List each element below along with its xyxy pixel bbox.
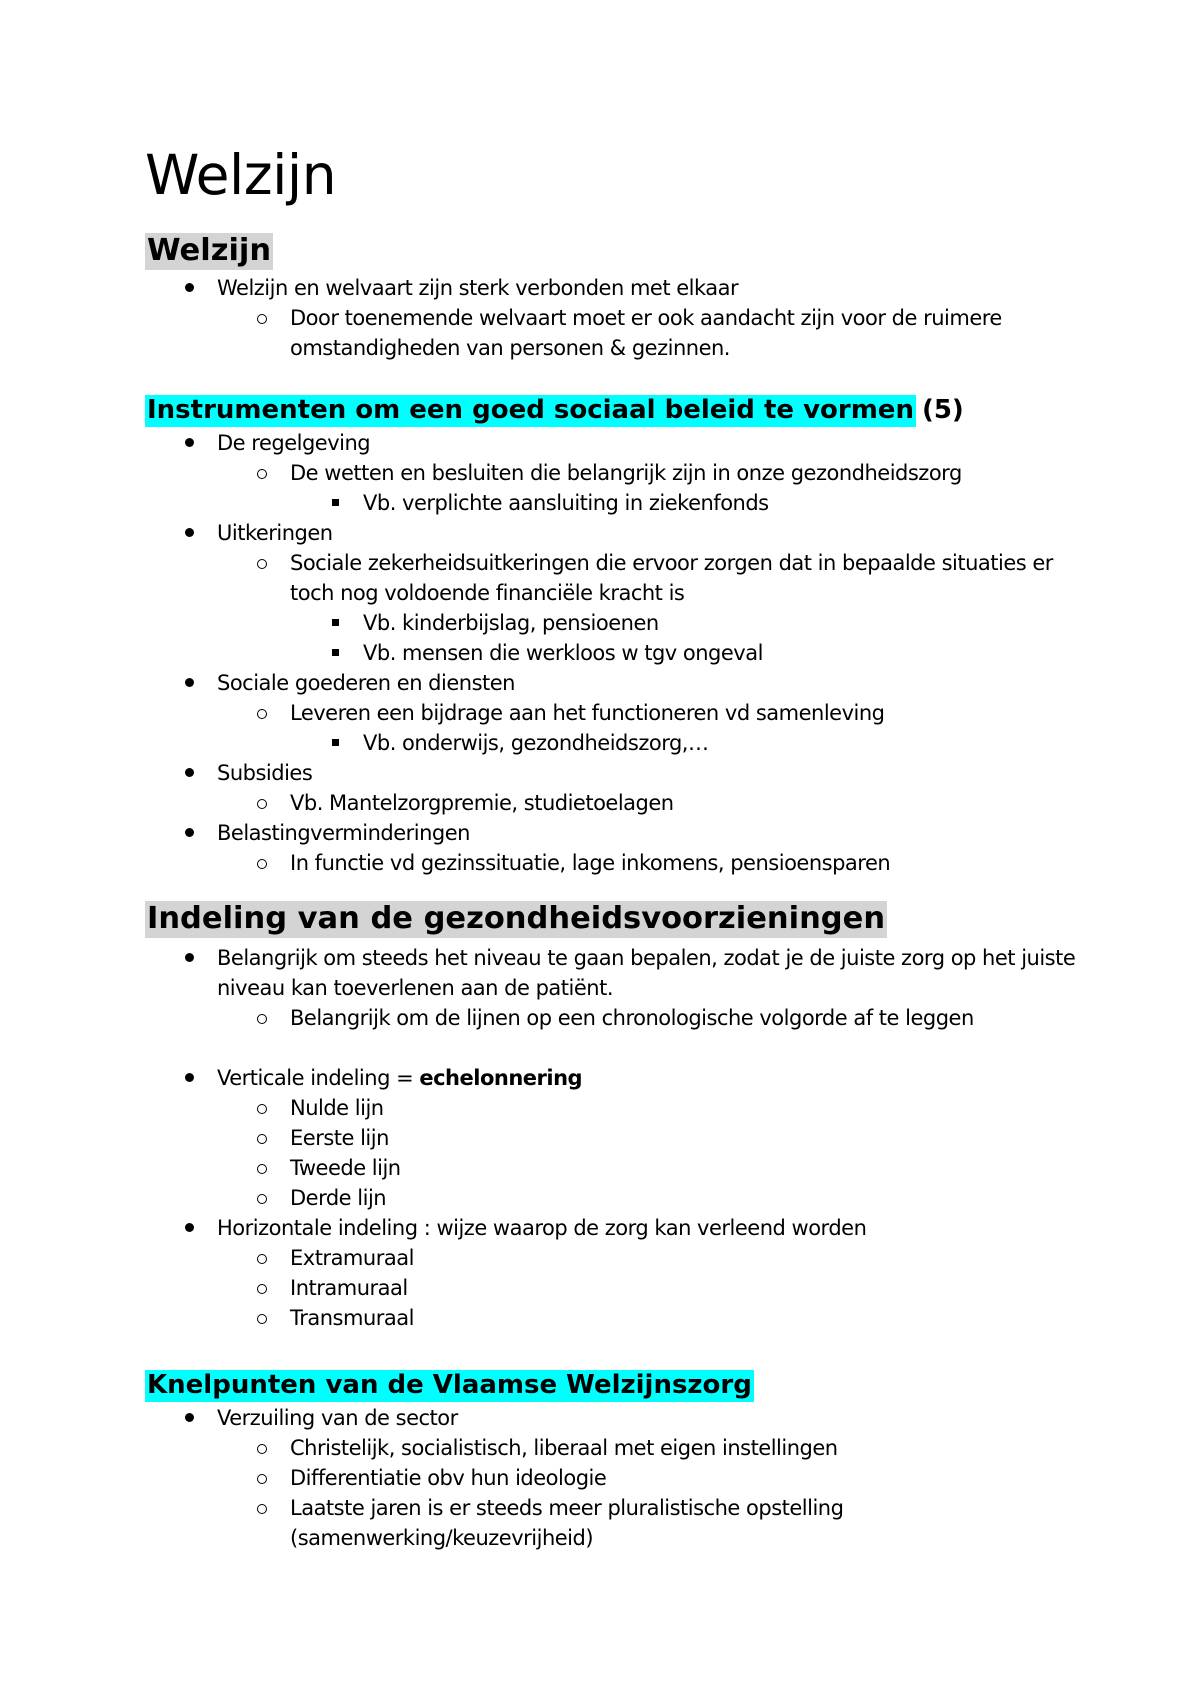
- list-item: Belastingverminderingen: [217, 818, 470, 848]
- circle-bullet-icon: [257, 1504, 267, 1514]
- list-item: Transmuraal: [290, 1303, 414, 1333]
- square-bullet-icon: [332, 499, 339, 506]
- heading-highlight: Knelpunten van de Vlaamse Welzijnszorg: [147, 1370, 752, 1400]
- bullet-icon: [185, 1073, 194, 1082]
- square-bullet-icon: [332, 739, 339, 746]
- bullet-icon: [185, 768, 194, 777]
- list-item: Belangrijk om steeds het niveau te gaan bepalen, zodat je de juiste zorg op het juiste: [217, 943, 1075, 973]
- heading-highlight: Indeling van de gezondheidsvoorzieningen: [147, 901, 886, 936]
- square-bullet-icon: [332, 619, 339, 626]
- document-title: Welzijn: [145, 143, 337, 207]
- circle-bullet-icon: [257, 469, 267, 479]
- list-item: Verticale indeling = echelonnering: [217, 1063, 582, 1093]
- list-item: De regelgeving: [217, 428, 370, 458]
- bullet-icon: [185, 678, 194, 687]
- list-item: Welzijn en welvaart zijn sterk verbonden met elkaar: [217, 273, 738, 303]
- bullet-icon: [185, 828, 194, 837]
- circle-bullet-icon: [257, 1104, 267, 1114]
- circle-bullet-icon: [257, 1474, 267, 1484]
- square-bullet-icon: [332, 649, 339, 656]
- section-heading-indeling: [145, 900, 887, 938]
- list-item: Sociale zekerheidsuitkeringen die ervoor zorgen dat in bepaalde situaties er: [290, 548, 1053, 578]
- section-heading-knelpunten: [145, 1369, 754, 1401]
- circle-bullet-icon: [257, 1164, 267, 1174]
- bullet-icon: [185, 283, 194, 292]
- circle-bullet-icon: [257, 709, 267, 719]
- list-item: Derde lijn: [290, 1183, 386, 1213]
- list-item: Belangrijk om de lijnen op een chronologische volgorde af te leggen: [290, 1003, 974, 1033]
- list-item: Laatste jaren is er steeds meer pluralistische opstelling: [290, 1493, 843, 1523]
- list-item: Uitkeringen: [217, 518, 333, 548]
- section-heading-instrumenten: [145, 394, 964, 426]
- heading-count: (5): [921, 395, 964, 425]
- circle-bullet-icon: [257, 559, 267, 569]
- bullet-icon: [185, 438, 194, 447]
- heading-highlight: Welzijn: [147, 233, 272, 268]
- circle-bullet-icon: [257, 1284, 267, 1294]
- list-item: Verzuiling van de sector: [217, 1403, 458, 1433]
- list-item: Vb. mensen die werkloos w tgv ongeval: [363, 638, 763, 668]
- section-heading-welzijn: [145, 232, 273, 270]
- list-item: Intramuraal: [290, 1273, 408, 1303]
- list-item-continuation: (samenwerking/keuzevrijheid): [290, 1526, 594, 1550]
- list-item: Vb. onderwijs, gezondheidszorg,…: [363, 728, 708, 758]
- list-item: Sociale goederen en diensten: [217, 668, 515, 698]
- circle-bullet-icon: [257, 1194, 267, 1204]
- list-item: Subsidies: [217, 758, 312, 788]
- list-item: Vb. kinderbijslag, pensioenen: [363, 608, 659, 638]
- bullet-icon: [185, 1223, 194, 1232]
- list-item: In functie vd gezinssituatie, lage inkomens, pensioensparen: [290, 848, 890, 878]
- circle-bullet-icon: [257, 1314, 267, 1324]
- list-item: De wetten en besluiten die belangrijk zijn in onze gezondheidszorg: [290, 458, 962, 488]
- list-item: Extramuraal: [290, 1243, 414, 1273]
- list-item: Tweede lijn: [290, 1153, 401, 1183]
- list-item: Horizontale indeling : wijze waarop de zorg kan verleend worden: [217, 1213, 866, 1243]
- list-item-continuation: toch nog voldoende financiële kracht is: [290, 581, 685, 605]
- list-item: Door toenemende welvaart moet er ook aandacht zijn voor de ruimere: [290, 303, 1002, 333]
- list-item: Christelijk, socialistisch, liberaal met eigen instellingen: [290, 1433, 838, 1463]
- circle-bullet-icon: [257, 314, 267, 324]
- heading-highlight: Instrumenten om een goed sociaal beleid te vormen: [147, 395, 914, 425]
- circle-bullet-icon: [257, 799, 267, 809]
- circle-bullet-icon: [257, 1254, 267, 1264]
- list-item: Eerste lijn: [290, 1123, 389, 1153]
- bold-term: echelonnering: [419, 1066, 583, 1090]
- list-item: Vb. Mantelzorgpremie, studietoelagen: [290, 788, 674, 818]
- circle-bullet-icon: [257, 859, 267, 869]
- list-item: Nulde lijn: [290, 1093, 384, 1123]
- list-item-continuation: niveau kan toeverlenen aan de patiënt.: [217, 976, 613, 1000]
- list-item: Vb. verplichte aansluiting in ziekenfonds: [363, 488, 769, 518]
- bullet-icon: [185, 528, 194, 537]
- circle-bullet-icon: [257, 1444, 267, 1454]
- list-item: Leveren een bijdrage aan het functioneren vd samenleving: [290, 698, 884, 728]
- bullet-icon: [185, 953, 194, 962]
- circle-bullet-icon: [257, 1134, 267, 1144]
- bullet-icon: [185, 1413, 194, 1422]
- list-item-continuation: omstandigheden van personen & gezinnen.: [290, 336, 730, 360]
- circle-bullet-icon: [257, 1014, 267, 1024]
- list-item: Differentiatie obv hun ideologie: [290, 1463, 606, 1493]
